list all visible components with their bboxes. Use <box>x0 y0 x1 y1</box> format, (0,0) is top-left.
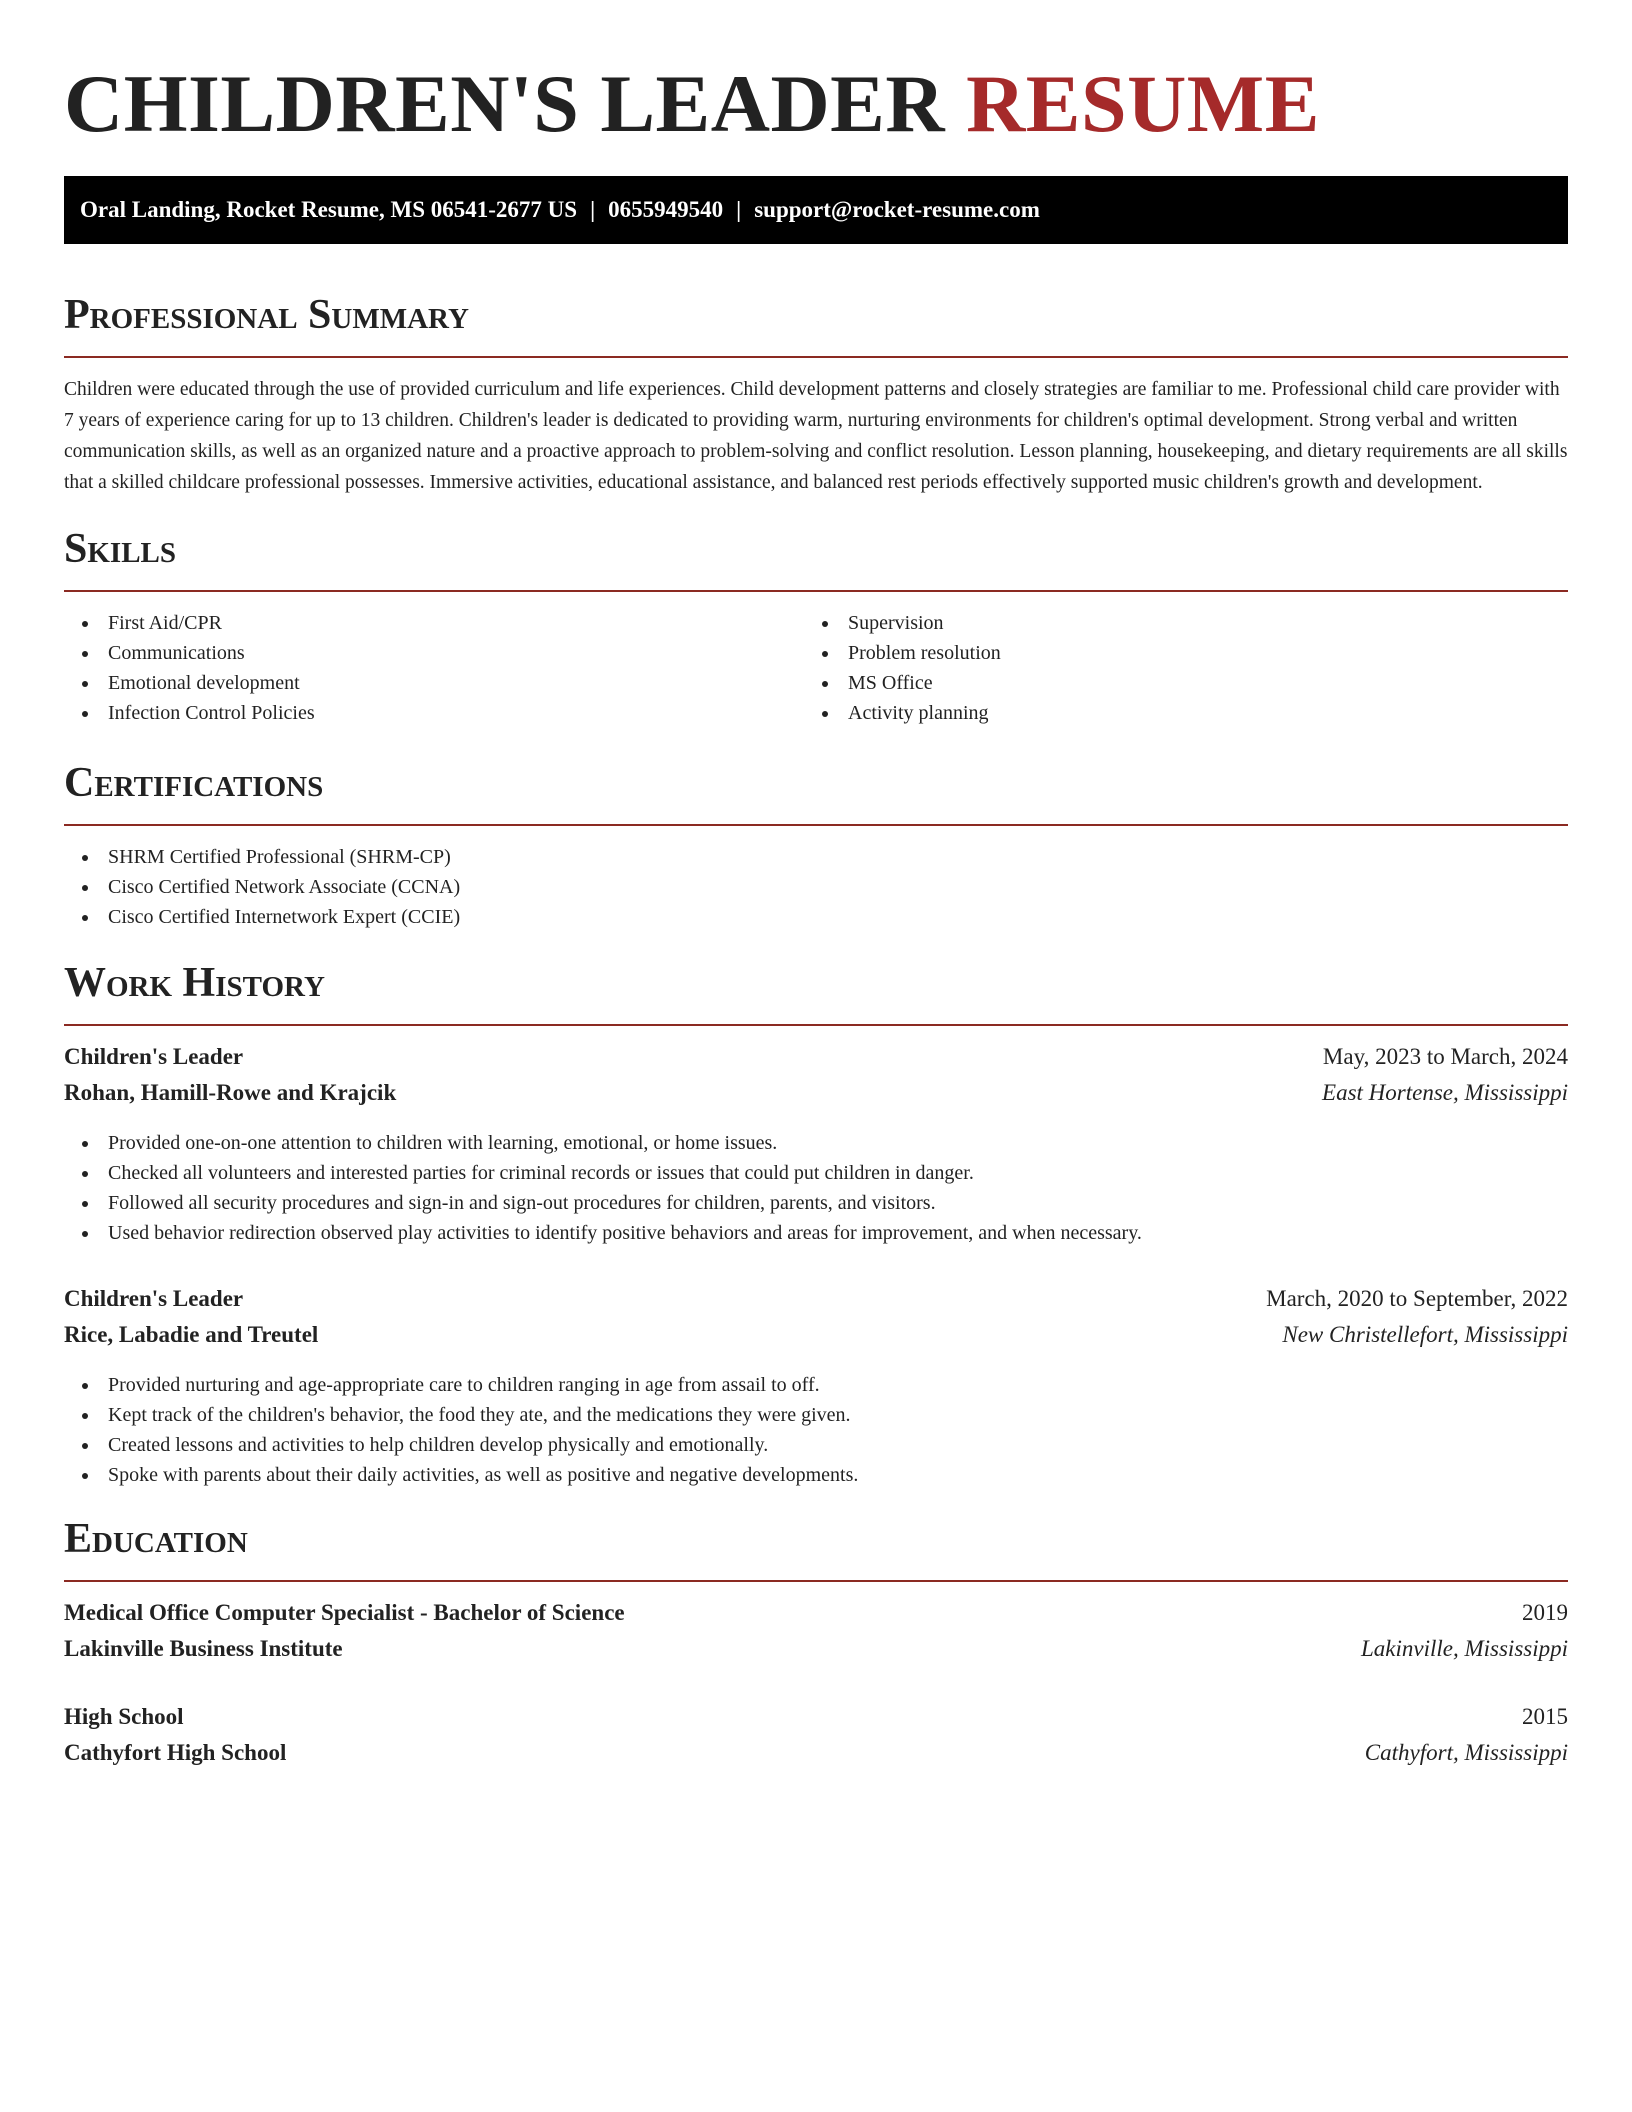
job-duty: Kept track of the children's behavior, the food they ate, and the medications they were given. <box>64 1400 1568 1430</box>
job-entry <box>64 1286 1568 1490</box>
job-entry <box>64 1044 1568 1248</box>
summary-section <box>64 290 1568 498</box>
job-dates: May, 2023 to March, 2024 <box>1322 1044 1568 1069</box>
contact-separator: | <box>736 197 742 222</box>
skill-item: MS Office <box>804 668 1544 698</box>
section-divider <box>64 1580 1568 1582</box>
education-location: Cathyfort, Mississippi <box>1364 1740 1568 1765</box>
certification-item: Cisco Certified Internetwork Expert (CCIE) <box>64 902 1568 932</box>
skill-item: First Aid/CPR <box>64 608 804 638</box>
resume-title <box>64 0 1568 152</box>
education-school-row <box>64 1740 1568 1776</box>
education-entry <box>64 1704 1568 1776</box>
section-divider <box>64 356 1568 358</box>
certifications-section <box>64 758 1568 932</box>
job-duty: Created lessons and activities to help children develop physically and emotionally. <box>64 1430 1568 1460</box>
skills-heading: Skills <box>64 526 177 572</box>
education-heading: Education <box>64 1516 248 1562</box>
job-title: Children's Leader <box>64 1286 244 1311</box>
education-location: Lakinville, Mississippi <box>1361 1636 1568 1661</box>
contact-phone: 0655949540 <box>608 197 724 222</box>
skill-item: Problem resolution <box>804 638 1544 668</box>
job-duty: Used behavior redirection observed play activities to identify positive behaviors and areas for improvement, and when necessary. <box>64 1218 1568 1248</box>
education-degree-row <box>64 1600 1568 1636</box>
job-location: New Christellefort, Mississippi <box>1282 1322 1568 1347</box>
skill-item: Activity planning <box>804 698 1544 728</box>
summary-heading: Professional Summary <box>64 292 469 338</box>
contact-separator: | <box>590 197 596 222</box>
job-duties-list <box>64 1370 1568 1490</box>
education-school-row <box>64 1636 1568 1672</box>
job-header-row <box>64 1286 1568 1322</box>
job-duties-list <box>64 1128 1568 1248</box>
title-main: CHILDREN'S LEADER <box>64 58 946 149</box>
skill-item: Infection Control Policies <box>64 698 804 728</box>
job-location: East Hortense, Mississippi <box>1322 1080 1568 1105</box>
skills-list-left <box>64 608 804 728</box>
job-company: Rohan, Hamill-Rowe and Krajcik <box>64 1080 397 1105</box>
contact-bar <box>64 176 1568 244</box>
skill-item: Supervision <box>804 608 1544 638</box>
education-school: Lakinville Business Institute <box>64 1636 343 1661</box>
job-duty: Checked all volunteers and interested parties for criminal records or issues that could put children in danger. <box>64 1158 1568 1188</box>
job-duty: Spoke with parents about their daily activities, as well as positive and negative developments. <box>64 1460 1568 1490</box>
education-degree-row <box>64 1704 1568 1740</box>
work-history-section <box>64 958 1568 1490</box>
certification-item: SHRM Certified Professional (SHRM-CP) <box>64 842 1568 872</box>
certification-item: Cisco Certified Network Associate (CCNA) <box>64 872 1568 902</box>
job-dates: March, 2020 to September, 2022 <box>1266 1286 1568 1311</box>
education-year: 2015 <box>1522 1704 1568 1729</box>
skills-list-right <box>804 608 1544 728</box>
education-section <box>64 1514 1568 1776</box>
section-divider <box>64 1024 1568 1026</box>
contact-email[interactable]: support@rocket-resume.com <box>754 197 1040 222</box>
education-entry <box>64 1600 1568 1672</box>
job-duty: Provided nurturing and age-appropriate care to children ranging in age from assail to off. <box>64 1370 1568 1400</box>
job-title: Children's Leader <box>64 1044 244 1069</box>
education-year: 2019 <box>1522 1600 1568 1625</box>
job-duty: Followed all security procedures and sign-in and sign-out procedures for children, parents, and visitors. <box>64 1188 1568 1218</box>
job-header-row <box>64 1044 1568 1080</box>
work-history-heading: Work History <box>64 960 325 1006</box>
skills-grid <box>64 608 1568 728</box>
job-company: Rice, Labadie and Treutel <box>64 1322 319 1347</box>
skills-section <box>64 524 1568 728</box>
skill-item: Communications <box>64 638 804 668</box>
summary-text: Children were educated through the use of provided curriculum and life experiences. Child development patterns and closely strategies are familiar to me. Professional child care provider with 7 years of experience caring for up to 13 children. Children's leader is dedicated to providing warm, nurturing environments for children's optimal development. Strong verbal and written communication skills, as well as an organized nature and a proactive approach to problem-solving and conflict resolution. Lesson planning, housekeeping, and dietary requirements are all skills that a skilled childcare professional possesses. Immersive activities, educational assistance, and balanced rest periods effectively supported music children's growth and development. <box>64 379 1568 493</box>
contact-address: Oral Landing, Rocket Resume, MS 06541-2677 US <box>80 197 578 222</box>
certifications-heading: Certifications <box>64 760 324 806</box>
education-school: Cathyfort High School <box>64 1740 287 1765</box>
skill-item: Emotional development <box>64 668 804 698</box>
education-degree: High School <box>64 1704 184 1729</box>
job-duty: Provided one-on-one attention to children with learning, emotional, or home issues. <box>64 1128 1568 1158</box>
education-degree: Medical Office Computer Specialist - Bachelor of Science <box>64 1600 625 1625</box>
section-divider <box>64 824 1568 826</box>
job-company-row <box>64 1322 1568 1358</box>
certifications-list <box>64 842 1568 932</box>
title-accent: RESUME <box>966 58 1320 149</box>
job-company-row <box>64 1080 1568 1116</box>
section-divider <box>64 590 1568 592</box>
